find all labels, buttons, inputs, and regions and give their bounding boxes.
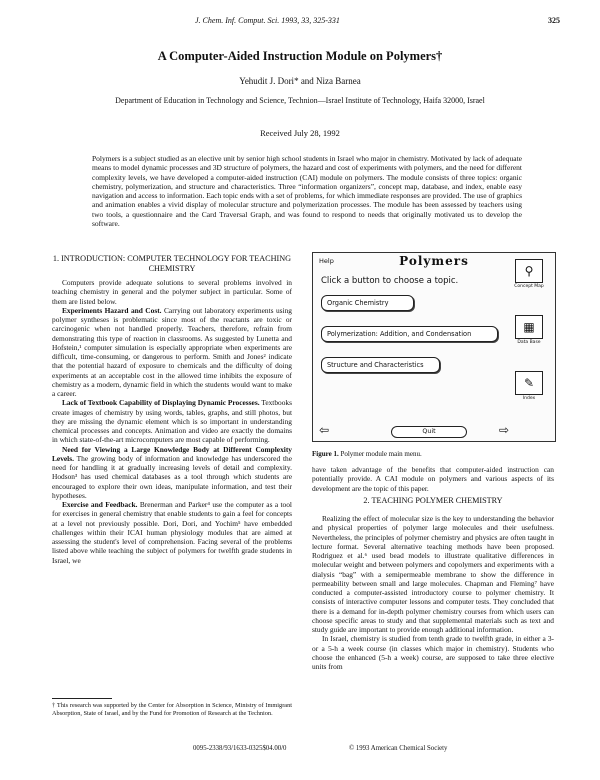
paragraph-text: Textbooks create images of chemistry by using words, tables, graphs, and still photos, but they are missing the dynamic element which is so important in understanding chemical processes and concepts. Animation and video are exactly the domains in which state-of-the-art microcomputers are most capable of performing. bbox=[52, 398, 293, 445]
journal-citation: J. Chem. Inf. Comput. Sci. 1993, 33, 325-331 bbox=[195, 16, 340, 25]
affiliation: Department of Education in Technology and Science, Technion—Israel Institute of Technology, Haifa 32000, Israel bbox=[115, 96, 485, 105]
structure-characteristics-button[interactable]: Structure and Characteristics bbox=[321, 357, 440, 373]
paragraph-hazard bbox=[52, 306, 292, 399]
polymerization-button[interactable]: Polymerization: Addition, and Condensation bbox=[321, 326, 498, 342]
paragraph-text: Carrying out laboratory experiments using polymer syntheses is problematic since most of the reactants are toxic or carcinogenic when not handled properly. Teachers, therefore, refrain from demonstrating this type of reaction in classrooms. As suggested by Lunetta and Hofstein,¹ computer simulation is especially appropriate when experiments are difficult, time-consuming, or dangerous to perform. Smith and Jones² indicate that the potential hazard of exposure to chemicals and the difficulty of doing experiments at an acceptable cost in the allowed time inhibits the exposure of chemistry as a modern, dynamic field in which the students would want to make a career. bbox=[52, 305, 292, 398]
paragraph-textbook bbox=[52, 398, 292, 444]
index-icon: ✎ bbox=[515, 371, 543, 395]
data-base-button[interactable] bbox=[509, 315, 549, 349]
section-1-intro: Computers provide adequate solutions to several problems involved in teaching chemistry in general and the polymer subject in particular. Some of them are listed below. bbox=[52, 278, 292, 306]
paragraph-exercise bbox=[52, 500, 292, 565]
section-2-paragraph: In Israel, chemistry is studied from tenth grade to twelfth grade, in either a 3- or a 5-h a week course (in classes which major in chemistry). Students who choose the enhanced (5-h a week) course, are supposed to take three elective units from bbox=[312, 634, 554, 671]
section-1-heading: 1. INTRODUCTION: COMPUTER TECHNOLOGY FOR TEACHING CHEMISTRY bbox=[52, 254, 292, 273]
quit-button[interactable]: Quit bbox=[391, 426, 467, 438]
concept-map-icon: ⚲ bbox=[515, 259, 543, 283]
page-number: 325 bbox=[548, 16, 560, 25]
concept-map-label: Concept Map bbox=[514, 284, 544, 289]
paragraph-text: The growing body of information and knowledge has underscored the need for handling it at gradually increasing levels of detail and complexity. Hodson³ has used chemical databases as a tool through which students are encouraged to explore their own ideas, manipulate information, and test their hypotheses. bbox=[52, 453, 292, 500]
right-column-intro bbox=[312, 465, 554, 493]
paragraph-lead: Lack of Textbook Capability of Displaying Dynamic Processes. bbox=[62, 398, 260, 408]
paper-title: A Computer-Aided Instruction Module on Polymers† bbox=[157, 49, 443, 63]
index-label: Index bbox=[522, 396, 536, 401]
right-column bbox=[312, 514, 554, 671]
section-2-paragraph: Realizing the effect of molecular size is the key to understanding the behavior and physical properties of polymer large molecules and their usefulness. Nevertheless, the principles of polymer chemistry and physics are often taught in lecture format. Several alternative teaching methods have been proposed. Rodriguez et al.⁶ used bead models to illustrate qualitative differences in molecular weight and between polymers and copolymers and experiments with a dialysis “bag” with a semipermeable membrane to show the difference in permeability between small and large molecules. Chapman and Fleming⁷ have conducted a computer-assisted introductory course to polymer chemistry. It consists of interactive computer lessons and computer tests. They concluded that there is a demand for in-depth polymer chemistry courses from which users can choose specific areas to study and that supplemental materials such as text and study guide are important to provide enough additional information. bbox=[312, 514, 554, 634]
footnote: † This research was supported by the Center for Absorption in Science, Ministry of Immigrant Absorption, State of Israel, and by the Fund for Promotion of Research at the Technion. bbox=[52, 702, 292, 717]
figure-label: Figure 1. bbox=[312, 450, 339, 458]
data-base-icon: ▦ bbox=[515, 315, 543, 339]
forward-arrow-icon[interactable]: ⇨ bbox=[499, 423, 510, 437]
received-date: Received July 28, 1992 bbox=[260, 128, 340, 138]
data-base-label: Data Base bbox=[517, 340, 541, 345]
paragraph-lead: Need for Viewing a Large Knowledge Body at Different Complexity Levels. bbox=[52, 444, 292, 463]
bottom-line bbox=[0, 745, 600, 755]
paragraph-text: Brenerman and Parker⁴ use the computer as a tool for exercises in general chemistry that enable students to gain a feel for concepts at a level not previously possible. Dori, Dori, and Yochim⁵ have embedded challenges within their ICAI human physiology modules that are aimed at assessing the student's level of comprehension. Facing several of the problems listed above while teaching the subject of polymers for twelfth grade students in Israel, we bbox=[52, 500, 292, 565]
index-button[interactable] bbox=[509, 371, 549, 405]
help-button[interactable]: Help bbox=[319, 257, 334, 265]
copyright-notice: © 1993 American Chemical Society bbox=[349, 745, 448, 752]
figure-caption-text: Polymer module main menu. bbox=[338, 450, 422, 458]
continued-paragraph: have taken advantage of the benefits that computer-aided instruction can potentially provide. A CAI module on polymers and various aspects of its development are the topic of this paper. bbox=[312, 465, 554, 493]
left-column bbox=[52, 278, 292, 565]
concept-map-button[interactable] bbox=[509, 259, 549, 293]
window-title: Polymers bbox=[399, 254, 469, 268]
figure-1-polymer-menu bbox=[312, 252, 556, 442]
paragraph-lead: Exercise and Feedback. bbox=[62, 500, 138, 509]
author-list: Yehudit J. Dori* and Niza Barnea bbox=[239, 76, 361, 86]
back-arrow-icon[interactable]: ⇦ bbox=[319, 423, 330, 437]
organic-chemistry-button[interactable]: Organic Chemistry bbox=[321, 295, 414, 311]
figure-caption bbox=[312, 450, 554, 458]
paragraph-lead: Experiments Hazard and Cost. bbox=[62, 305, 162, 315]
issn-code: 0095-2338/93/1633-0325$04.00/0 bbox=[193, 745, 287, 752]
running-head bbox=[0, 16, 600, 28]
abstract: Polymers is a subject studied as an elective unit by senior high school students in Israel who major in chemistry. Motivated by lack of adequate means to model dynamic processes and 3D structure of polymers, the hazard and cost of experiments with polymers, and the need for different complexity levels, we have developed a computer-aided instruction (CAI) module on polymers. The module consists of three topics: organic chemistry, polymerization, and structure and characteristics. Three “information organizers”, concept map, database, and index, enable easy navigation and access to information. Each topic ends with a set of problems, for which immediate responses are provided. The use of graphics and animation enables a vivid display of molecular structure and polymerization processes. The module has been assessed by teachers using two tools, a questionnaire and the Card Traversal Graph, and was found to respond to needs that originally motivated us to develop the software. bbox=[92, 154, 522, 229]
topic-prompt: Click a button to choose a topic. bbox=[321, 276, 459, 286]
paragraph-knowledge bbox=[52, 445, 292, 501]
section-2-heading: 2. TEACHING POLYMER CHEMISTRY bbox=[363, 496, 503, 505]
footnote-rule bbox=[52, 698, 112, 699]
